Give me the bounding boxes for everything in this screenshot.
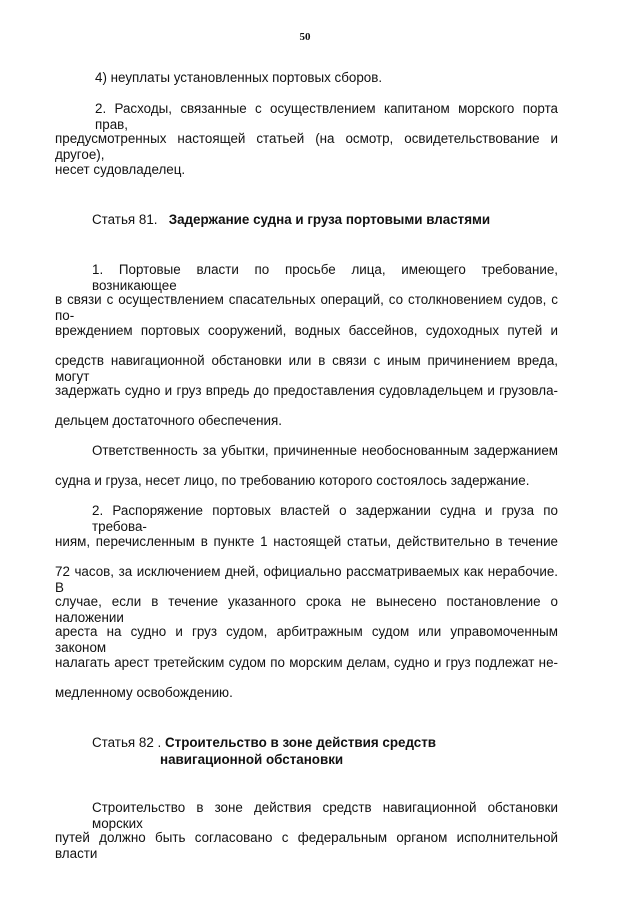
- paragraph-line: судна и груза, несет лицо, по требованию которого состоялось задержание.: [55, 473, 530, 488]
- paragraph-line: задержать судно и груз впредь до предоставления судовладельцем и грузовла-: [55, 383, 558, 398]
- article-title: Строительство в зоне действия средств: [164, 735, 437, 750]
- paragraph-line: предусмотренных настоящей статьей (на осмотр, освидетельствование и другое),: [55, 131, 558, 162]
- paragraph-line: дельцем достаточного обеспечения.: [55, 413, 282, 428]
- paragraph-line: 2. Распоряжение портовых властей о задержании судна и груза по требова-: [92, 503, 558, 534]
- paragraph-line: ниям, перечисленным в пункте 1 настоящей статьи, действительно в течение: [55, 534, 558, 549]
- paragraph-line: медленному освобождению.: [55, 685, 233, 700]
- article-title: Задержание судна и груза портовыми властями: [168, 212, 491, 227]
- page-number: 50: [299, 31, 311, 43]
- article-title-continuation: навигационной обстановки: [160, 752, 344, 767]
- paragraph-line: ареста на судно и груз судом, арбитражным судом или управомоченным законом: [55, 624, 558, 655]
- paragraph-line: случае, если в течение указанного срока не вынесено постановление о наложении: [55, 594, 558, 625]
- article-82-heading: [92, 735, 436, 751]
- paragraph-line: в связи с осуществлением спасательных операций, со столкновением судов, с по-: [55, 292, 558, 323]
- paragraph-line: 72 часов, за исключением дней, официально рассматриваемых как нерабочие. В: [55, 564, 558, 595]
- paragraph-line: 1. Портовые власти по просьбе лица, имеющего требование, возникающее: [92, 262, 558, 293]
- paragraph-line: 2. Расходы, связанные с осуществлением капитаном морского порта прав,: [95, 101, 558, 132]
- paragraph-line: налагать арест третейским судом по морским делам, судно и груз подлежат не-: [55, 655, 558, 670]
- list-item-4: 4) неуплаты установленных портовых сборов.: [95, 70, 383, 85]
- article-81-heading: [92, 212, 490, 228]
- article-number: Статья 81.: [92, 212, 158, 227]
- paragraph-line: Строительство в зоне действия средств навигационной обстановки морских: [92, 800, 558, 831]
- paragraph-line: вреждением портовых сооружений, водных бассейнов, судоходных путей и: [55, 323, 558, 338]
- paragraph-line: Ответственность за убытки, причиненные необоснованным задержанием: [92, 443, 558, 458]
- article-number: Статья 82 .: [92, 735, 162, 750]
- paragraph-line: средств навигационной обстановки или в связи с иным причинением вреда, могут: [55, 353, 558, 384]
- paragraph-line: путей должно быть согласовано с федеральным органом исполнительной власти: [55, 830, 558, 861]
- paragraph-line: несет судовладелец.: [55, 162, 186, 177]
